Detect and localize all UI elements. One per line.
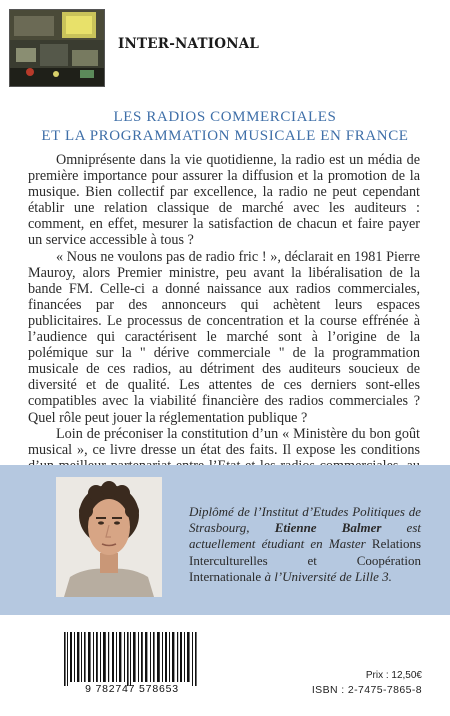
- barcode-digits: 9 782747 578653: [85, 683, 179, 695]
- blurb-paragraph: Loin de préconiser la constitution d’un « Ministère du bon goût musical », ce livre dresse un état des faits. Il expose les conditions: [28, 425, 420, 458]
- author-bio-part-1: Diplômé de l’Institut d’Etudes Politiques de Strasbourg,: [189, 504, 421, 536]
- book-title-line-2: ET LA PROGRAMMATION MUSICALE EN FRANCE: [41, 128, 409, 144]
- book-title: [0, 108, 450, 146]
- author-bio-part-3: Relations Interculturelles et Coopération Internationale: [189, 536, 421, 584]
- blurb-paragraph: Omniprésente dans la vie quotidienne, la radio est un média de première importance pour assurer la diffusion et la promotion de la musique. Bien collectif par excellence, la radio ne peut cependant établir une relation classique de marché avec les auditeurs : comment, en effet, mesurer la satisfaction de chacun et faire payer un service accessible à tous ?: [28, 152, 420, 249]
- blurb-paragraph: « Nous ne voulons pas de radio fric ! », déclarait en 1981 Pierre Mauroy, alors Premier ministre, peu avant la libéralisation de la bande FM. Celle-ci a donné naissance aux radios commerciales, financées par des annonceurs qui achètent leurs espaces publicitaires. Le processus de concentration et la course effrénée à l’audience qui caractérisent le marché sont à l’origine de la polémique sur la " dérive commerciale " de la programmation musicale de ces radios, au détriment des auditeurs soucieux de diversité et de qualité. Les attentes de ces derniers sont-elles compatibles avec la viabilité financière des radios commerciales ? Quel rôle peut jouer la réglementation publique ?: [28, 248, 420, 426]
- author-name: Etienne Balmer: [274, 520, 382, 536]
- isbn: ISBN : 2-7475-7865-8: [311, 684, 422, 696]
- collection-name: INTER-NATIONAL: [118, 36, 260, 52]
- author-bio: [189, 504, 421, 585]
- price: Prix : 12,50€: [365, 670, 422, 681]
- author-portrait: [56, 477, 162, 597]
- collection-photo: [9, 9, 105, 87]
- author-bio-part-4: à l’Université de Lille 3.: [264, 568, 392, 584]
- book-title-line-1: LES RADIOS COMMERCIALES: [113, 109, 337, 125]
- author-bio-part-2: est actuellement étudiant en Master: [189, 520, 421, 552]
